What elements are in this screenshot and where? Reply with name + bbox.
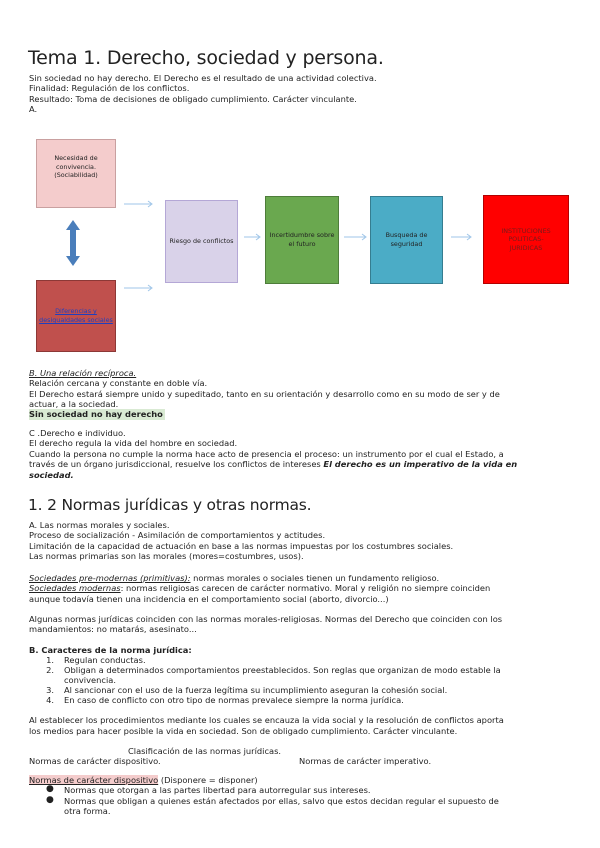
bullet-icon: ● bbox=[46, 784, 54, 794]
text-line: Cuando la persona no cumple la norma hace acto de presencia el proceso: un instrumento por el cual el Estado, a bbox=[29, 449, 504, 459]
text-line bbox=[29, 459, 517, 470]
list-item-continuation: convivencia. bbox=[64, 675, 116, 685]
text-line bbox=[29, 573, 439, 584]
arrow-icon bbox=[344, 233, 368, 241]
box-diferencias-label: Diferencias y desigualdades sociales bbox=[39, 307, 113, 324]
text-span: : normas religiosas carecen de carácter normativo. Moral y religión no siempre coinciden bbox=[120, 583, 491, 593]
text-line bbox=[29, 583, 490, 594]
list-item-text: Normas que otorgan a las partes libertad para autorregular sus intereses. bbox=[64, 785, 371, 795]
box-instituciones-label: INSTITUCIONES POLITICAS- JURIDICAS bbox=[501, 226, 551, 252]
text-span: (Disponere = disponer) bbox=[158, 775, 258, 785]
text-line bbox=[29, 775, 258, 786]
box-necesidad-label: Necesidad de convivencia. (Sociabilidad) bbox=[54, 154, 98, 180]
clasificacion-right: Normas de carácter imperativo. bbox=[299, 756, 432, 766]
clasificacion-title: Clasificación de las normas jurídicas. bbox=[128, 746, 282, 756]
text-line: Algunas normas jurídicas coinciden con las normas morales-religiosas. Normas del Derecho que coinciden con los bbox=[29, 614, 503, 624]
intro-line: Sin sociedad no hay derecho. El Derecho es el resultado de una actividad colectiva. bbox=[29, 73, 377, 83]
text-line: aunque todavía tienen una incidencia en el comportamiento social (aborto, divorcio...) bbox=[29, 594, 389, 604]
term-label: Sociedades pre-modernas (primitivas): bbox=[29, 573, 191, 583]
box-riesgo-label: Riesgo de conflictos bbox=[169, 237, 234, 246]
list-item-continuation: otra forma. bbox=[64, 806, 111, 816]
text-span: través de un órgano jurisdiccional, resuelve los conflictos de intereses bbox=[29, 459, 324, 469]
highlight-text: Sin sociedad no hay derecho bbox=[29, 409, 163, 419]
emphasis-text: sociedad. bbox=[29, 470, 74, 480]
text-line: Las normas primarias son las morales (mores=costumbres, usos). bbox=[29, 551, 304, 561]
term-label: Sociedades modernas bbox=[29, 583, 121, 593]
double-arrow-icon bbox=[65, 220, 81, 266]
list-item-text: Regulan conductas. bbox=[64, 655, 146, 665]
section-b-heading: B. Una relación recíproca. bbox=[29, 368, 137, 378]
text-line: Limitación de la capacidad de actuación en base a las normas impuestas por los costumbres sociales. bbox=[29, 541, 454, 551]
section-b2-heading: B. Caracteres de la norma jurídica: bbox=[29, 645, 192, 655]
section-title: 1. 2 Normas jurídicas y otras normas. bbox=[28, 496, 312, 514]
bullet-icon: ● bbox=[46, 795, 54, 805]
text-line: El Derecho estará siempre unido y supeditado, tanto en su orientación y desarrollo como en su modo de ser y de bbox=[29, 389, 500, 399]
intro-line: Finalidad: Regulación de los conflictos. bbox=[29, 83, 190, 93]
list-item-text: Obligan a determinados comportamientos preestablecidos. Son reglas que organizan de modo estable la bbox=[64, 665, 501, 675]
intro-line: Resultado: Toma de decisiones de obligado cumplimiento. Carácter vinculante. bbox=[29, 94, 357, 104]
section-c-heading: C .Derecho e individuo. bbox=[29, 428, 126, 438]
arrow-icon bbox=[244, 233, 262, 241]
arrow-icon bbox=[124, 200, 154, 208]
text-line: El derecho regula la vida del hombre en sociedad. bbox=[29, 438, 238, 448]
emphasis-text: El derecho es un imperativo de la vida en bbox=[323, 459, 518, 469]
box-incertidumbre bbox=[265, 196, 339, 284]
text-line: Proceso de socialización - Asimilación de comportamientos y actitudes. bbox=[29, 530, 326, 540]
intro-line: A. bbox=[29, 104, 38, 114]
arrow-icon bbox=[124, 284, 154, 292]
text-line: Al establecer los procedimientos mediante los cuales se encauza la vida social y la resolución de conflictos aporta bbox=[29, 715, 504, 725]
list-item-text: Al sancionar con el uso de la fuerza legítima su incumplimiento aseguran la cohesión social. bbox=[64, 685, 448, 695]
box-incertidumbre-label: Incertidumbre sobre el futuro bbox=[269, 231, 335, 248]
list-number: 1. bbox=[46, 655, 54, 665]
list-item-text: En caso de conflicto con otro tipo de normas prevalece siempre la norma jurídica. bbox=[64, 695, 404, 705]
text-line: los medios para hacer posible la vida en sociedad. Son de obligado cumplimiento. Carácter vinculante. bbox=[29, 726, 458, 736]
list-number: 2. bbox=[46, 665, 54, 675]
page-title: Tema 1. Derecho, sociedad y persona. bbox=[28, 47, 384, 69]
arrow-icon bbox=[451, 233, 473, 241]
text-line: Relación cercana y constante en doble vía. bbox=[29, 378, 208, 388]
text-line: A. Las normas morales y sociales. bbox=[29, 520, 170, 530]
box-necesidad bbox=[36, 139, 116, 208]
term-label: Normas de carácter dispositivo bbox=[29, 775, 159, 785]
box-busqueda bbox=[370, 196, 443, 284]
box-diferencias bbox=[36, 280, 116, 352]
text-line: actuar, a la sociedad. bbox=[29, 399, 119, 409]
text-line: mandamientos: no matarás, asesinato... bbox=[29, 624, 197, 634]
box-instituciones bbox=[483, 195, 569, 284]
box-riesgo bbox=[165, 200, 238, 283]
list-item-text: Normas que obligan a quienes están afectados por ellas, salvo que estos decidan regular el supuesto de bbox=[64, 796, 499, 806]
clasificacion-left: Normas de carácter dispositivo. bbox=[29, 756, 161, 766]
list-number: 4. bbox=[46, 695, 54, 705]
box-busqueda-label: Busqueda de seguridad bbox=[385, 231, 428, 248]
text-span: normas morales o sociales tienen un fundamento religioso. bbox=[190, 573, 440, 583]
list-number: 3. bbox=[46, 685, 54, 695]
